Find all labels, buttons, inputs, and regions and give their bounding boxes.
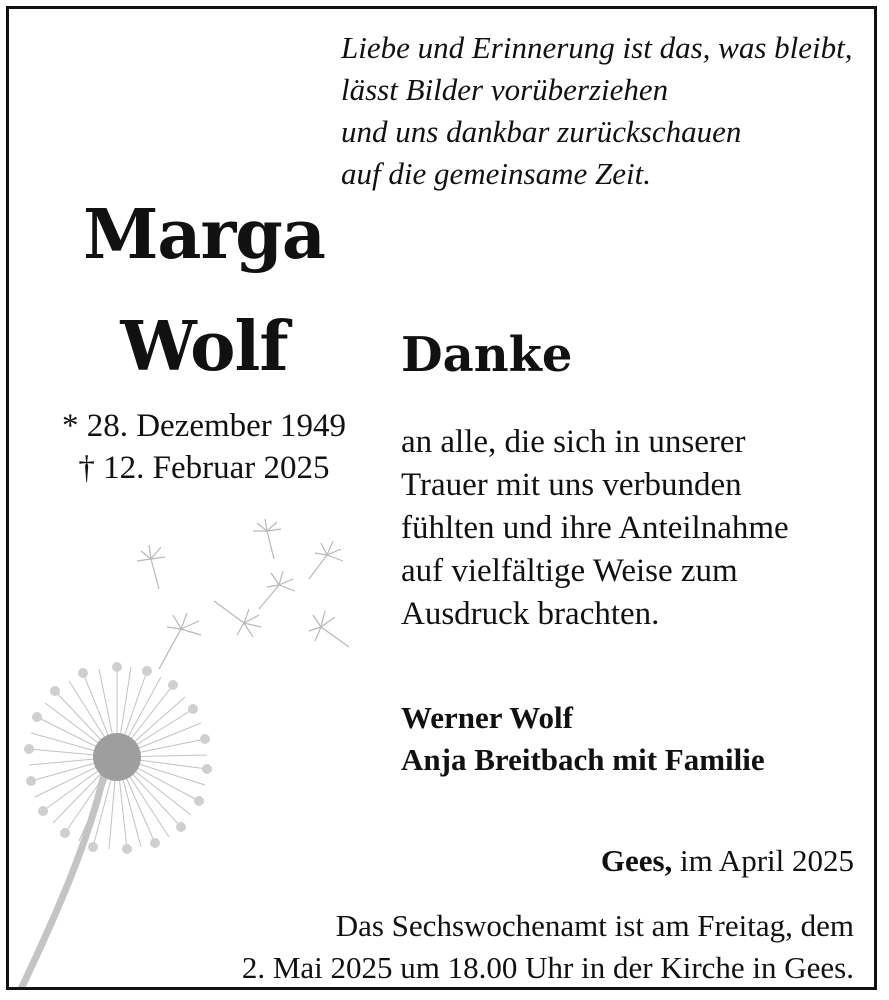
life-dates [9, 405, 399, 489]
thanks-line: Ausdruck brachten. [401, 596, 660, 632]
service-notice [242, 905, 854, 989]
place-and-date [601, 841, 854, 881]
service-line: 2. Mai 2025 um 18.00 Uhr in der Kirche in Gees. [241, 950, 854, 985]
poem-line: Liebe und Erinnerung ist das, was bleibt, [341, 30, 853, 65]
poem-line: und uns dankbar zurückschauen [341, 114, 742, 149]
thanks-heading: Danke [401, 327, 573, 383]
birth-date: * 28. Dezember 1949 [61, 408, 347, 444]
poem-line: lässt Bilder vorüberziehen [341, 72, 669, 107]
dandelion-seed-icon [253, 519, 281, 559]
memorial-poem [341, 27, 853, 195]
signer-name: Werner Wolf [401, 700, 573, 735]
obituary-notice [6, 6, 877, 990]
place-town: Gees, [600, 843, 673, 878]
dandelion-seed-icon [137, 545, 165, 589]
poem-line: auf die gemeinsame Zeit. [341, 156, 651, 191]
dandelion-seed-icon [309, 611, 349, 647]
deceased-first-name: Marga [83, 195, 325, 275]
thanks-line: an alle, die sich in unserer [401, 424, 746, 460]
thanks-line: fühlten und ihre Anteilnahme [401, 510, 789, 546]
dandelion-seed-icon [259, 571, 295, 609]
thanks-line: Trauer mit uns verbunden [401, 467, 742, 503]
thanks-text [401, 421, 789, 636]
deceased-last-name: Wolf [120, 307, 288, 387]
dandelion-seed-icon [159, 613, 201, 669]
signer-name: Anja Breitbach mit Familie [401, 742, 765, 777]
thanks-line: auf vielfältige Weise zum [401, 553, 738, 589]
dandelion-seed-icon [309, 541, 343, 579]
service-line: Das Sechswochenamt ist am Freitag, dem [335, 908, 854, 943]
death-date: † 12. Februar 2025 [78, 450, 330, 486]
place-date: im April 2025 [672, 843, 854, 878]
signers [401, 697, 765, 781]
dandelion-seed-icon [214, 601, 261, 637]
